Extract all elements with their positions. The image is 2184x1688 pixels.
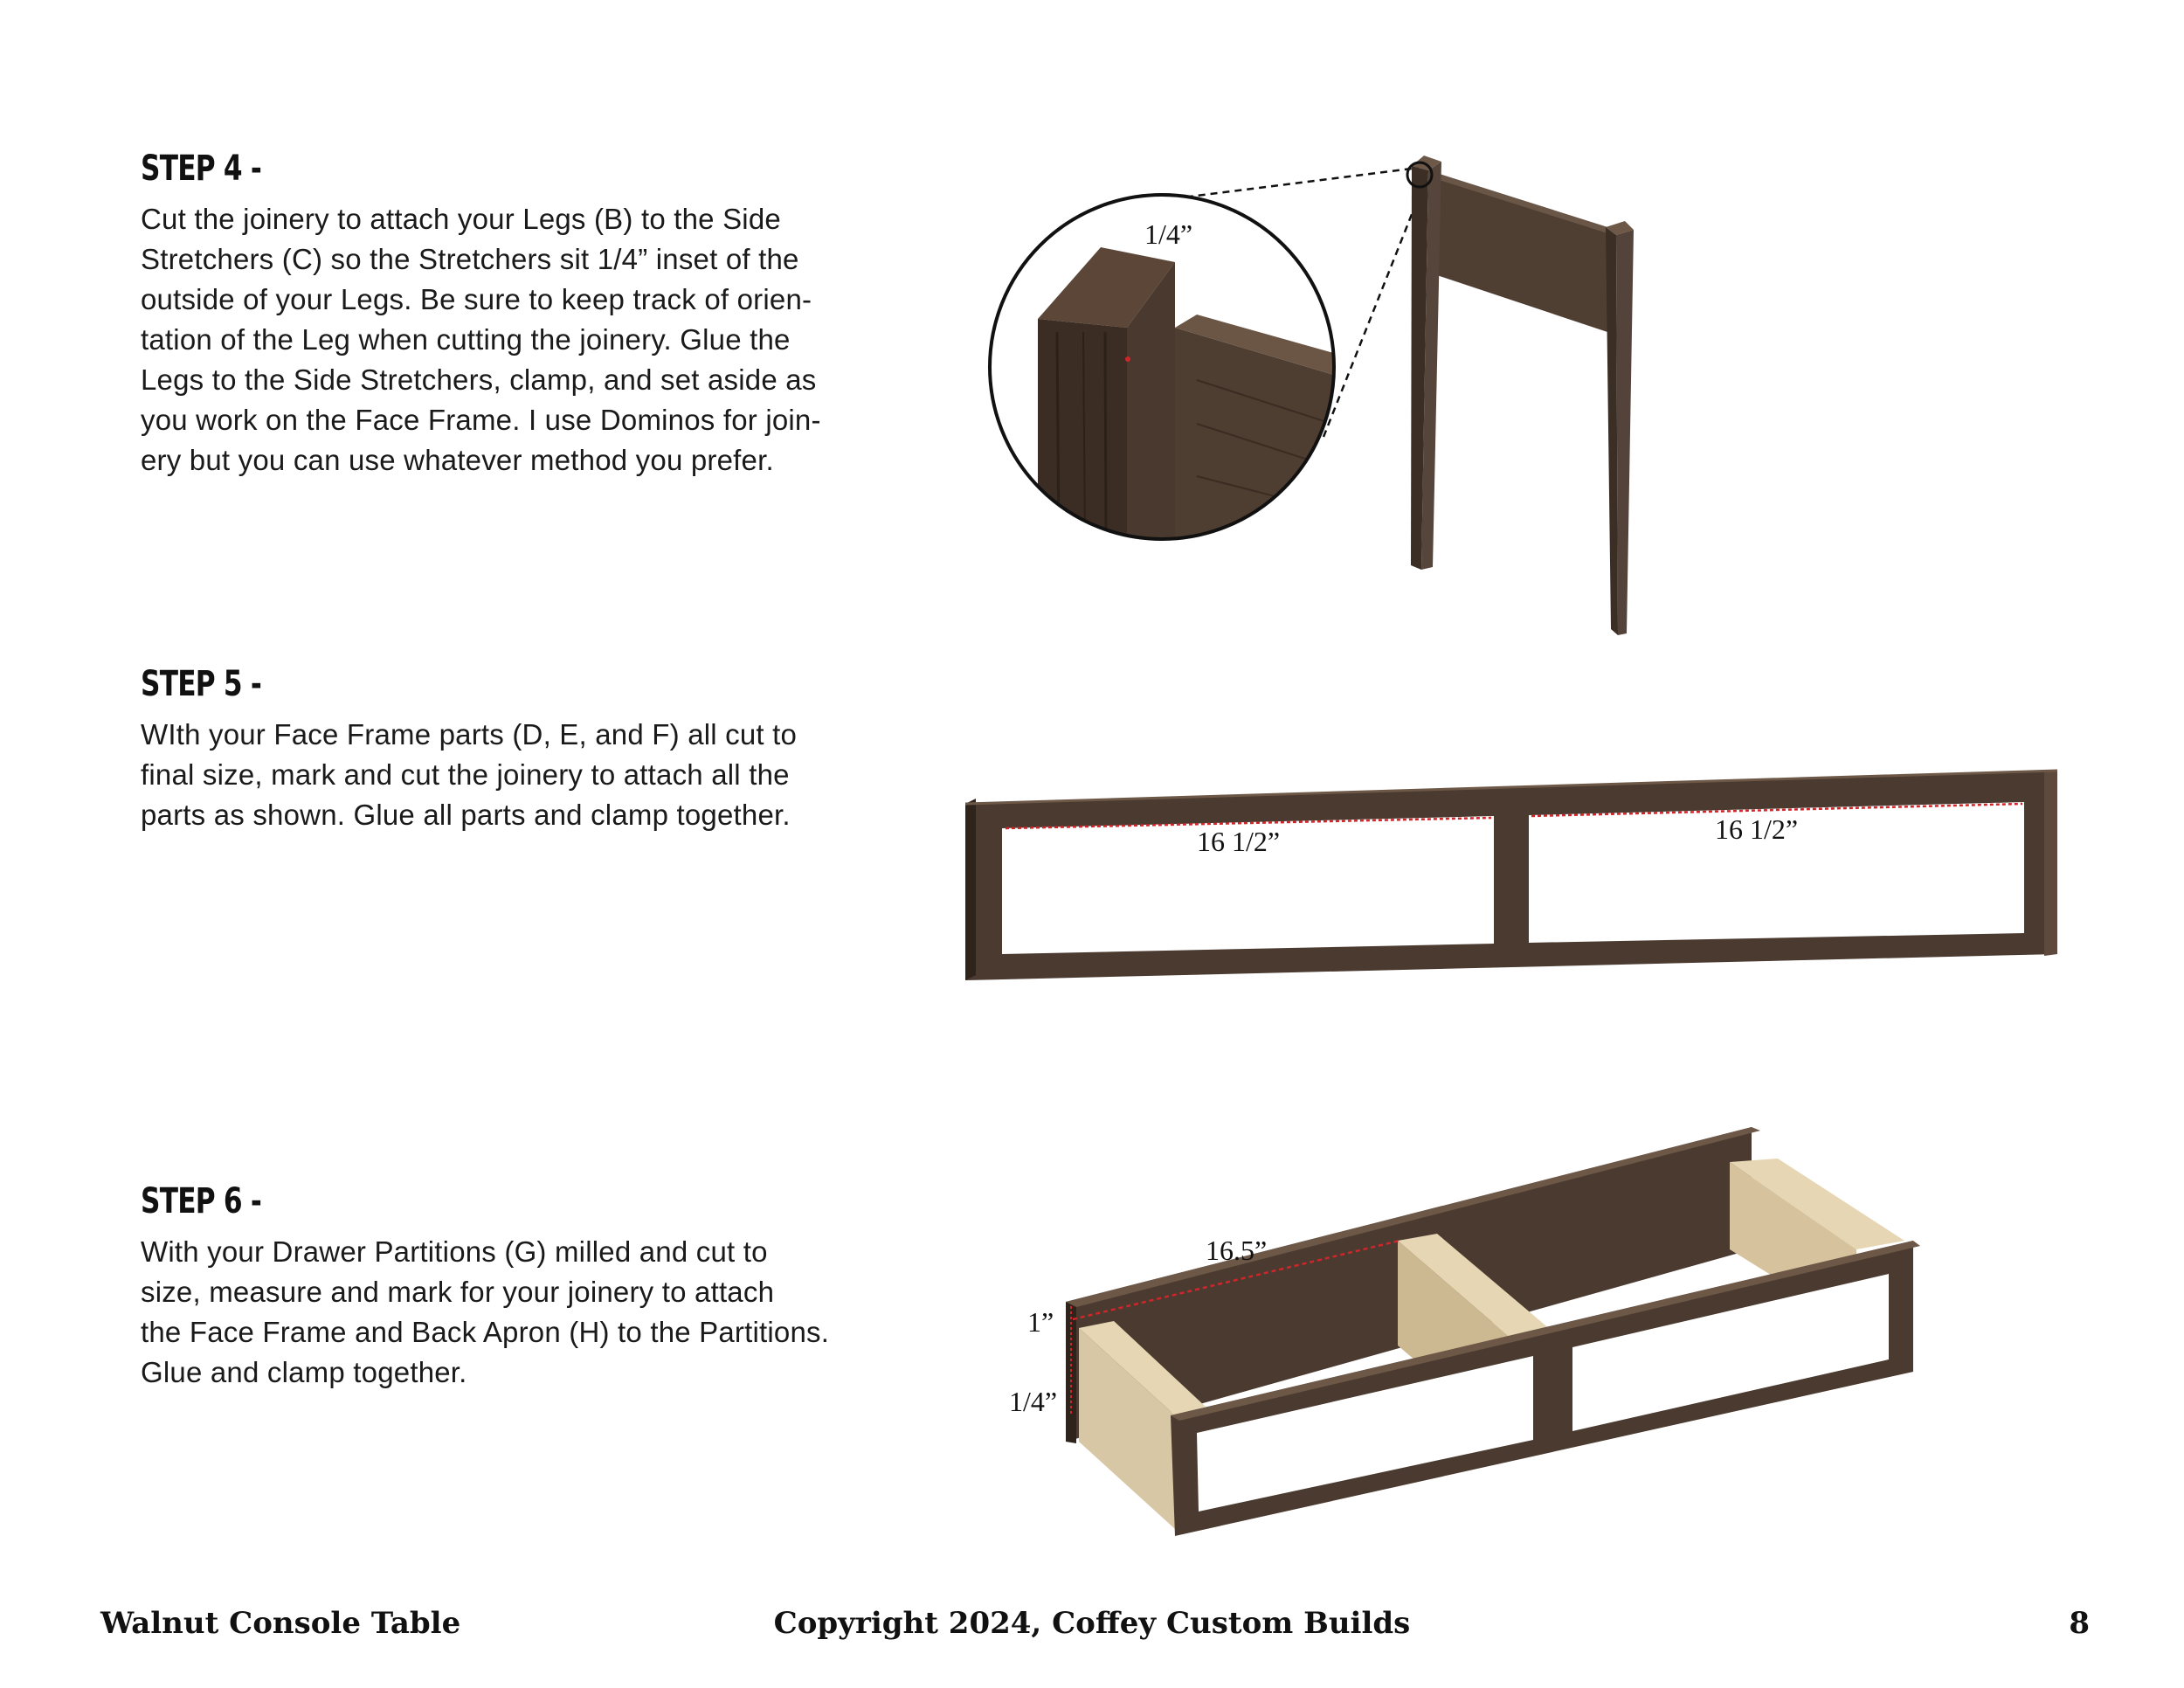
step-5-dim-right: 16 1/2” [1715,813,1799,845]
leg-right [1606,227,1618,635]
step-4-section [141,149,892,481]
step-6-text: With your Drawer Partitions (G) milled and cut to size, measure and mark for your joinery to attach the Face Frame and Back Apron (H) to the Partitions. Glue and clamp together. [141,1235,830,1388]
step-4-dim-label: 1/4” [1144,218,1193,250]
step-5-illustration [965,760,2066,987]
step-4-text: Cut the joinery to attach your Legs (B) to the Side Stretchers (C) so the Stretchers sit 1/4” inset of the outside of your Legs. Be sure to keep track of orien- tation of the Leg when cutting the joinery. Glue the Legs to the Side Stretchers, clamp, and set aside as you work on the Face Frame. I use Dominos for join- ery but you can use whatever method you prefer. [141,203,821,476]
step-4-illustration [987,144,1669,651]
step-6-heading: STEP 6 - [141,1181,262,1221]
step-5-text: WIth your Face Frame parts (D, E, and F) all cut to final size, mark and cut the joinery to attach all the parts as shown. Glue all parts and clamp together. [141,718,798,831]
detail-leader-bottom [1324,183,1424,437]
step-6-dim-length: 16.5” [1206,1235,1268,1266]
step-5-section [141,664,892,835]
footer-page-number: 8 [2069,1606,2090,1641]
step-4-heading: STEP 4 - [141,149,262,189]
side-stretcher [1428,170,1607,332]
step-6-dim-inset: 1/4” [1009,1386,1058,1417]
step-6-illustration [996,1127,1939,1546]
step-5-dim-left: 16 1/2” [1197,826,1281,857]
footer-copyright: Copyright 2024, Coffey Custom Builds [773,1606,1411,1641]
footer-title: Walnut Console Table [100,1606,461,1641]
step-5-heading: STEP 5 - [141,664,262,704]
detail-leader-top [1162,168,1419,200]
step-6-dim-height: 1” [1027,1306,1054,1338]
step-6-section [141,1181,892,1393]
